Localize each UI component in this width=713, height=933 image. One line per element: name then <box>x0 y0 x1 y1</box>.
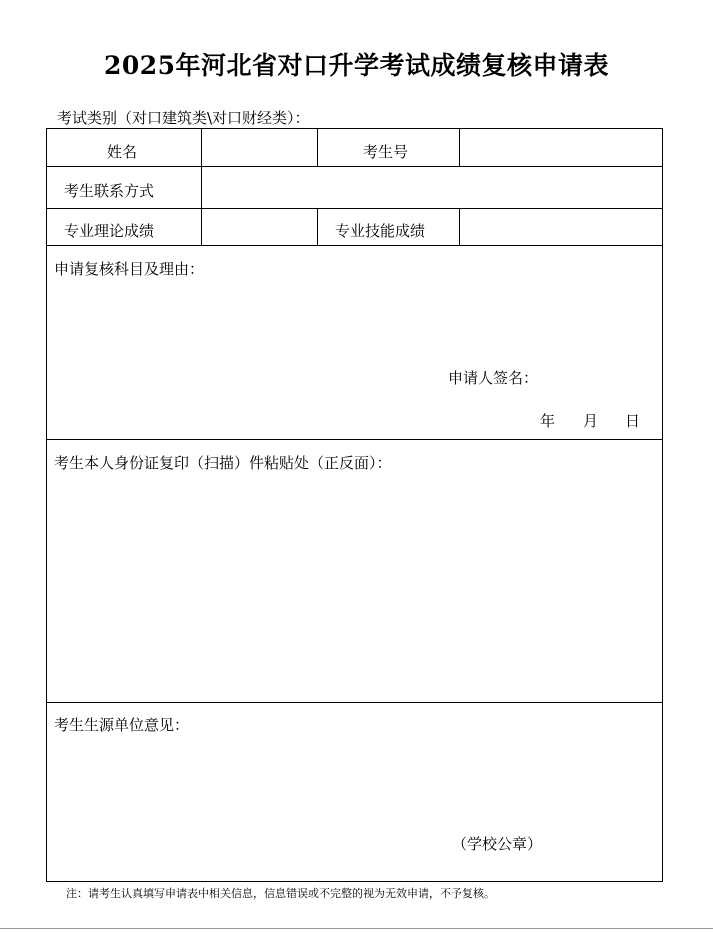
contact-label: 考生联系方式 <box>64 182 155 200</box>
exam-number-field[interactable] <box>460 129 662 166</box>
signature-field[interactable] <box>543 363 653 387</box>
theory-score-field[interactable] <box>202 209 317 245</box>
page-bottom-rule <box>0 928 713 929</box>
review-reason-field[interactable] <box>55 281 650 361</box>
col-divider-mid-row3 <box>317 208 318 245</box>
name-label: 姓名 <box>107 143 138 161</box>
skill-score-field[interactable] <box>460 209 662 245</box>
date-month-label: 月 <box>583 412 599 430</box>
theory-score-label: 专业理论成绩 <box>64 222 155 240</box>
application-form-table <box>46 128 663 882</box>
row-divider-4 <box>47 439 662 440</box>
school-opinion-field[interactable] <box>55 739 655 829</box>
row-divider-3 <box>47 245 662 246</box>
row-divider-5 <box>47 702 662 703</box>
signature-label: 申请人签名： <box>448 369 539 387</box>
date-year-label: 年 <box>540 412 556 430</box>
exam-category-line: 考试类别（对口建筑类\对口财经类）： <box>57 109 310 127</box>
review-reason-label: 申请复核科目及理由： <box>54 260 205 278</box>
school-seal-label: （学校公章） <box>452 835 543 853</box>
form-title: 2025年河北省对口升学考试成绩复核申请表 <box>103 51 610 80</box>
name-field[interactable] <box>202 129 317 166</box>
col-divider-mid-row1 <box>317 129 318 166</box>
date-day-label: 日 <box>625 412 641 430</box>
id-copy-label: 考生本人身份证复印（扫描）件粘贴处（正反面）： <box>54 454 392 472</box>
exam-number-label: 考生号 <box>363 143 409 161</box>
contact-field[interactable] <box>202 167 662 208</box>
skill-score-label: 专业技能成绩 <box>335 222 426 240</box>
form-note: 注：请考生认真填写申请表中相关信息，信息错误或不完整的视为无效申请，不予复核。 <box>66 887 495 900</box>
school-opinion-label: 考生生源单位意见： <box>54 716 190 734</box>
id-copy-paste-area[interactable] <box>55 477 655 697</box>
